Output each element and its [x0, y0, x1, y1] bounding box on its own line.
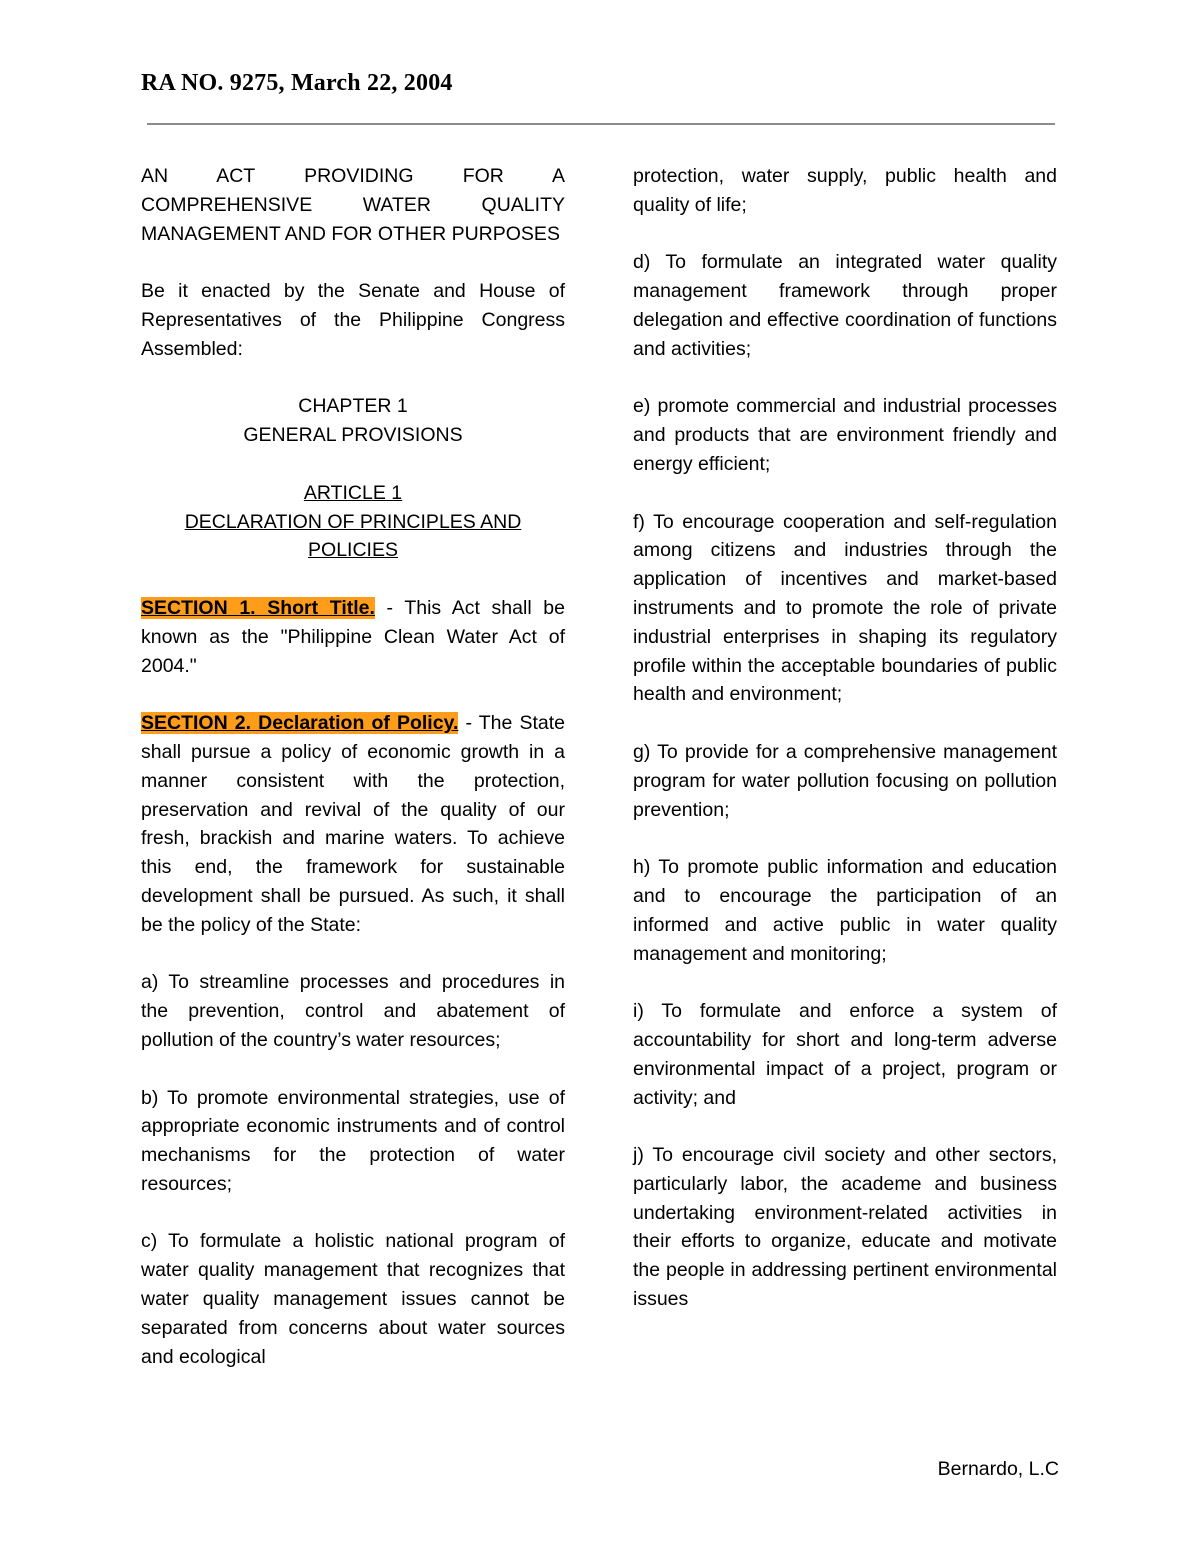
chapter-title: GENERAL PROVISIONS	[243, 424, 463, 447]
section-2-heading: SECTION 2. Declaration of Policy.	[141, 712, 459, 735]
act-title: AN ACT PROVIDING FOR A COMPREHENSIVE WATER QUALITY MANAGEMENT AND FOR OTHER PURPOSES	[141, 165, 565, 245]
section-2-text: - The State shall pursue a policy of economic growth in a manner consistent with the protection, preservation and revival of the quality of our fresh, brackish and marine waters. To achieve this end, the framework for sustainable development shall be pursued. As such, it shall be the policy of the State:	[141, 712, 565, 936]
header-divider	[147, 123, 1055, 125]
policy-item-a: a) To streamline processes and procedures in the prevention, control and abatement of pollution of the country’s water resources;	[141, 971, 565, 1051]
section-1	[141, 594, 565, 680]
section-2	[141, 709, 565, 939]
section-1-heading: SECTION 1. Short Title.	[141, 596, 375, 619]
document-header: RA NO. 9275, March 22, 2004	[141, 70, 453, 96]
section-1-text: - This Act shall be known as the "Philippine Clean Water Act of 2004."	[141, 596, 565, 677]
policy-item-j: j) To encourage civil society and other sectors, particularly labor, the academe and business undertaking environment-related activities in their efforts to organize, educate and motivate the people in addressing pertinent environmental issues	[633, 1144, 1057, 1311]
policy-item-c-continued: protection, water supply, public health and quality of life;	[633, 165, 1057, 216]
policy-item-h: h) To promote public information and education and to encourage the participation of an informed and active public in water quality management and monitoring;	[633, 856, 1057, 965]
article-title: DECLARATION OF PRINCIPLES AND POLICIES	[184, 510, 522, 562]
policy-item-i: i) To formulate and enforce a system of accountability for short and long-term adverse environmental impact of a project, program or activity; and	[633, 1000, 1057, 1109]
right-column	[633, 162, 1057, 1343]
policy-item-d: d) To formulate an integrated water quality management framework through proper delegation and effective coordination of functions and activities;	[633, 251, 1057, 360]
policy-item-e: e) promote commercial and industrial processes and products that are environment friendly and energy efficient;	[633, 395, 1057, 475]
policy-item-c: c) To formulate a holistic national program of water quality management that recognizes that water quality management issues cannot be separated from concerns about water sources and ecological	[141, 1230, 565, 1368]
policy-item-f: f) To encourage cooperation and self-regulation among citizens and industries through the application of incentives and market-based instruments and to promote the role of private industrial enterprises in shaping its regulatory profile within the acceptable boundaries of public health and environment;	[633, 510, 1057, 706]
left-column	[141, 162, 565, 1400]
policy-item-b: b) To promote environmental strategies, use of appropriate economic instruments and of control mechanisms for the protection of water resources;	[141, 1086, 565, 1195]
chapter-number: CHAPTER 1	[298, 395, 408, 418]
policy-item-g: g) To provide for a comprehensive management program for water pollution focusing on pollution prevention;	[633, 740, 1057, 821]
enactment-clause: Be it enacted by the Senate and House of Representatives of the Philippine Congress Assembled:	[141, 280, 565, 360]
article-number: ARTICLE 1	[303, 481, 403, 504]
footer-author: Bernardo, L.C	[937, 1458, 1059, 1480]
